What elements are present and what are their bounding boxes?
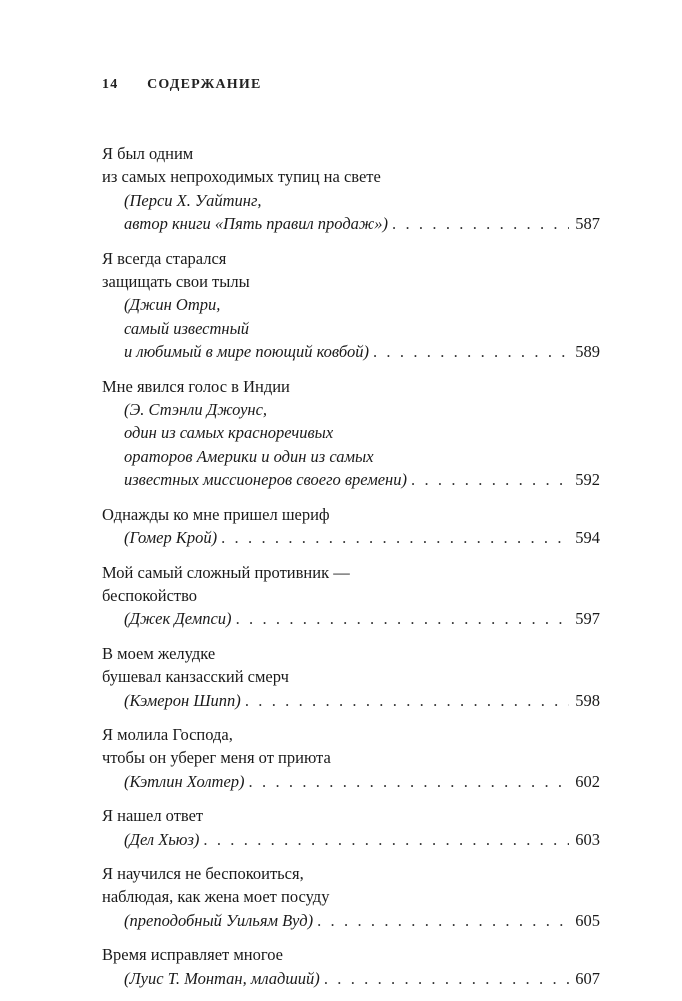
entry-author-text: (Дел Хьюз) xyxy=(124,829,200,849)
entry-title-line: Я всегда старался xyxy=(102,248,227,268)
entry-author-line: (Перси Х. Уайтинг, xyxy=(124,190,262,210)
entry-author-line: (Э. Стэнли Джоунс, xyxy=(124,400,268,420)
table-of-contents xyxy=(102,142,600,1001)
toc-entry[interactable] xyxy=(102,247,600,364)
toc-entry[interactable] xyxy=(102,862,600,932)
entry-author-line: ораторов Америки и один из самых xyxy=(124,446,374,466)
entry-title-line: Время исправляет многое xyxy=(102,945,284,965)
entry-author-text: и любимый в мире поющий ковбой) xyxy=(124,342,369,362)
entry-page-number[interactable]: 603 xyxy=(575,829,600,849)
entry-page-number[interactable]: 594 xyxy=(575,528,600,548)
entry-title-line: из самых непроходимых тупиц на свете xyxy=(102,167,381,187)
dot-leader xyxy=(373,340,569,363)
dot-leader xyxy=(324,967,569,990)
dot-leader xyxy=(411,468,569,491)
dot-leader xyxy=(245,689,569,712)
entry-page-number[interactable]: 598 xyxy=(575,690,600,710)
entry-author-line: один из самых красноречивых xyxy=(124,423,334,443)
toc-entry[interactable] xyxy=(102,561,600,631)
toc-entry[interactable] xyxy=(102,642,600,712)
entry-page-number[interactable]: 589 xyxy=(575,342,600,362)
entry-title-line: Однажды ко мне пришел шериф xyxy=(102,504,330,524)
entry-title-line: Я научился не беспокоиться, xyxy=(102,863,304,883)
entry-author-text: автор книги «Пять правил продаж») xyxy=(124,214,389,234)
entry-author-final-line xyxy=(102,340,600,363)
entry-page-number[interactable]: 587 xyxy=(575,214,600,234)
dot-leader xyxy=(221,526,569,549)
entry-author-final-line xyxy=(102,212,600,235)
toc-entry[interactable] xyxy=(102,503,600,550)
entry-author-final-line xyxy=(102,526,600,549)
entry-author-text: (преподобный Уильям Вуд) xyxy=(124,910,314,930)
entry-title-line: беспокойство xyxy=(102,585,198,605)
entry-title-line: наблюдая, как жена моет посуду xyxy=(102,887,330,907)
dot-leader xyxy=(392,212,569,235)
entry-author-final-line xyxy=(102,770,600,793)
header-running-title: СОДЕРЖАНИЕ xyxy=(147,77,262,92)
entry-title-line: Я молила Господа, xyxy=(102,724,233,744)
entry-author-final-line xyxy=(102,828,600,851)
running-header xyxy=(102,77,262,93)
header-page-number: 14 xyxy=(102,77,119,92)
entry-author-final-line xyxy=(102,909,600,932)
entry-page-number[interactable]: 592 xyxy=(575,470,600,490)
entry-page-number[interactable]: 597 xyxy=(575,609,600,629)
entry-page-number[interactable]: 607 xyxy=(575,968,600,988)
entry-title-line: защищать свои тылы xyxy=(102,272,250,292)
entry-title-line: Я был одним xyxy=(102,144,194,163)
dot-leader xyxy=(317,909,569,932)
dot-leader xyxy=(236,607,570,630)
entry-page-number[interactable]: 602 xyxy=(575,771,600,791)
entry-author-final-line xyxy=(102,607,600,630)
entry-author-text: (Кэтлин Холтер) xyxy=(124,771,245,791)
toc-entry[interactable] xyxy=(102,723,600,793)
entry-title-line: бушевал канзасский смерч xyxy=(102,667,289,687)
entry-title-line: чтобы он уберег меня от приюта xyxy=(102,748,331,768)
toc-entry[interactable] xyxy=(102,943,600,990)
entry-page-number[interactable]: 605 xyxy=(575,910,600,930)
dot-leader xyxy=(203,828,569,851)
toc-entry[interactable] xyxy=(102,142,600,236)
entry-author-text: (Гомер Крой) xyxy=(124,528,218,548)
entry-author-final-line xyxy=(102,967,600,990)
toc-entry[interactable] xyxy=(102,804,600,851)
dot-leader xyxy=(249,770,570,793)
entry-title-line: Мне явился голос в Индии xyxy=(102,376,290,396)
entry-author-final-line xyxy=(102,468,600,491)
toc-entry[interactable] xyxy=(102,375,600,492)
entry-author-final-line xyxy=(102,689,600,712)
entry-author-text: известных миссионеров своего времени) xyxy=(124,470,407,490)
entry-title-line: В моем желудке xyxy=(102,643,216,663)
entry-title-line: Я нашел ответ xyxy=(102,806,204,826)
entry-author-text: (Джек Демпси) xyxy=(124,609,232,629)
entry-author-text: (Кэмерон Шипп) xyxy=(124,690,241,710)
entry-author-line: самый известный xyxy=(124,318,250,338)
entry-title-line: Мой самый сложный противник — xyxy=(102,562,350,582)
entry-author-text: (Луис Т. Монтан, младший) xyxy=(124,968,320,988)
entry-author-line: (Джин Отри, xyxy=(124,295,221,315)
